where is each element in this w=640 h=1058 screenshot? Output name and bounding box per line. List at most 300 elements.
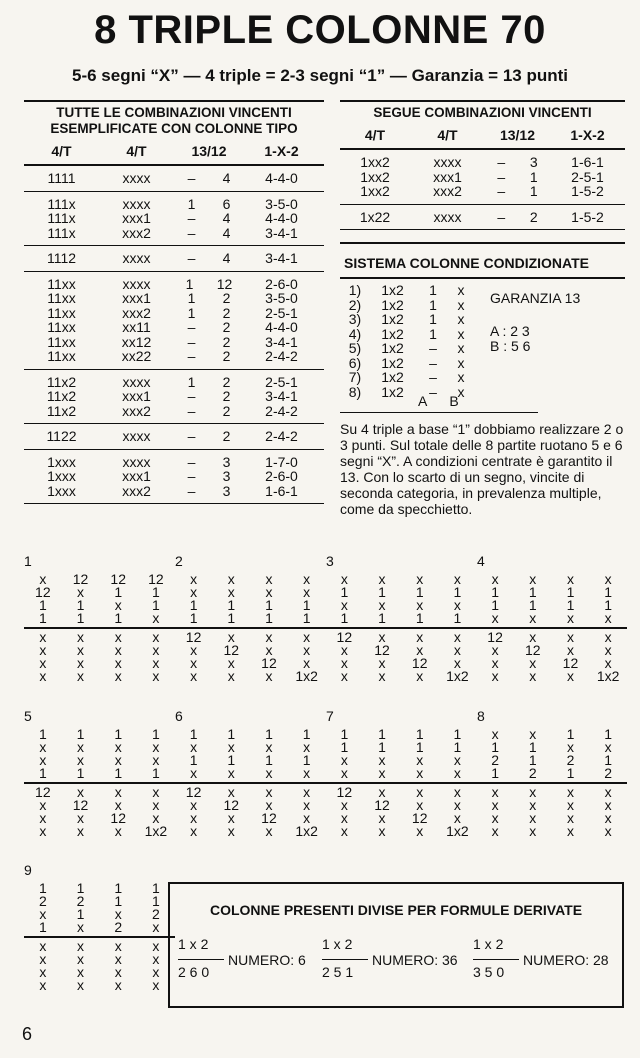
grid-cell: 1 — [38, 880, 47, 896]
sistema-cell: 7) — [348, 369, 362, 385]
cell-col2: xx12 — [121, 333, 152, 350]
grid-cell: x — [416, 642, 424, 658]
grid-cell: 1 — [152, 893, 160, 909]
grid-cell: x — [152, 642, 160, 658]
sistema-cell: x — [457, 282, 465, 298]
fraction-bar — [473, 959, 519, 960]
grid-cell: x — [265, 629, 273, 645]
cell-col1: 1xxx — [47, 482, 76, 499]
grid-cell: x — [152, 810, 160, 826]
table-row — [24, 429, 324, 444]
grid-cell: x — [303, 655, 311, 671]
grid-cell: x — [453, 797, 461, 813]
grid-cell: x — [77, 964, 85, 980]
grid-cell: x — [265, 784, 273, 800]
cell-col1: 1xx2 — [360, 183, 390, 199]
cell-13-12 — [174, 349, 244, 364]
sistema-cell: 1x2 — [381, 282, 404, 298]
grid-cell: 12 — [223, 642, 240, 658]
grid-cell: x — [340, 571, 348, 587]
grid-cell: x — [114, 668, 122, 684]
cell-12: 12 — [216, 275, 233, 292]
cell-col1: 1111 — [47, 170, 76, 186]
grid-cell: x — [39, 938, 47, 954]
column-header: 4/T — [126, 143, 147, 159]
cell-13: – — [187, 468, 196, 484]
grid-cell: x — [453, 571, 461, 587]
cell-1x2: 4-4-0 — [265, 210, 298, 226]
grid-cell: x — [529, 655, 537, 671]
grid-cell: x — [77, 938, 85, 954]
grid-cell: x — [39, 810, 47, 826]
grid-cell: x — [39, 964, 47, 980]
grid-cell: 1 — [114, 726, 123, 742]
grid-cell: x — [453, 784, 461, 800]
grid-cell: 1 — [152, 765, 160, 781]
grid-cell: x — [340, 810, 348, 826]
page-title: 8 TRIPLE COLONNE 70 — [94, 8, 546, 52]
grid-cell: x — [152, 977, 160, 993]
grid-cell: x — [491, 642, 499, 658]
cell-12: 4 — [222, 224, 231, 241]
grid-cell: 1 — [415, 584, 424, 600]
cell-12: 2 — [222, 428, 231, 444]
grid-cell: x — [77, 810, 85, 826]
grid-cell: x — [152, 938, 160, 954]
sistema-cell: 1 — [429, 325, 437, 342]
block-number: 3 — [326, 553, 334, 569]
cell-1x2: 2-5-1 — [265, 304, 298, 321]
sistema-row — [340, 385, 625, 400]
grid-cell: 1 — [302, 752, 311, 768]
grid-cell: x — [566, 642, 574, 658]
formula-label: NUMERO: 28 — [523, 952, 609, 968]
cell-col2: xxx2 — [122, 304, 151, 321]
grid-cell: x — [114, 655, 122, 671]
cell-12: 2 — [222, 388, 231, 404]
cell-col1: 11xx — [47, 348, 76, 364]
grid-cell: 1 — [453, 584, 462, 600]
grid-cell: 1 — [453, 739, 462, 755]
cell-13: 1 — [187, 290, 196, 306]
grid-row — [24, 670, 627, 683]
grid-cell: 1 — [528, 584, 537, 600]
grid-cell: x — [491, 655, 499, 671]
grid-cell: x — [303, 571, 311, 587]
sistema-cell: 1) — [348, 282, 362, 298]
table-row — [24, 291, 324, 306]
cell-13: – — [187, 428, 196, 444]
block-number: 7 — [326, 708, 334, 724]
grid-cell: x — [152, 964, 160, 980]
grid-cell: x — [453, 752, 461, 768]
cell-13: – — [187, 402, 196, 419]
table-group — [24, 450, 324, 505]
cell-13: – — [187, 348, 196, 364]
grid-cell: x — [39, 823, 47, 839]
grid-cell: x — [114, 739, 122, 755]
cell-col2: xxx2 — [122, 224, 151, 241]
grid-cell: x — [152, 752, 160, 768]
grid-cell: x — [190, 823, 198, 839]
grid-cell: 1 — [378, 726, 386, 742]
grid-cell: 1 — [76, 597, 85, 613]
grid-cell: x — [114, 951, 122, 967]
cell-13-12 — [174, 389, 244, 404]
grid-cell: 1 — [566, 597, 575, 613]
grid-cell: x — [566, 571, 574, 587]
cell-1x2: 1-6-1 — [265, 482, 298, 499]
grid-cell: x — [491, 610, 499, 626]
grid-cell: x — [152, 951, 160, 967]
table-group — [340, 150, 625, 205]
cell-13-12 — [485, 155, 550, 170]
cell-1x2: 2-4-2 — [265, 348, 298, 364]
grid-cell: x — [416, 784, 424, 800]
grid-cell: x — [378, 765, 386, 781]
grid-cell: x — [39, 668, 47, 684]
cell-13: 1 — [185, 275, 194, 292]
grid-cell: x — [39, 739, 47, 755]
cell-col2: xxx1 — [433, 168, 462, 185]
grid-cell: x — [303, 584, 311, 600]
cell-col2: xxx1 — [122, 210, 151, 226]
grid-cell: x — [77, 951, 85, 967]
grid-cell: x — [39, 752, 47, 768]
grid-cell: x — [566, 810, 574, 826]
sistema-cell: – — [429, 369, 437, 385]
block-number: 2 — [175, 553, 183, 569]
grid-cell: x — [265, 823, 273, 839]
grid-cell: x — [265, 571, 273, 587]
cell-13: – — [187, 210, 196, 226]
grid-cell: 12 — [223, 797, 240, 813]
grid-cell: 1x2 — [446, 668, 469, 684]
sistema-rows — [340, 283, 625, 399]
grid-cell: 12 — [562, 655, 579, 671]
grid-cell: x — [340, 642, 348, 658]
table-group — [24, 192, 324, 247]
grid-cell: 1 — [38, 610, 47, 626]
grid-cell: 12 — [185, 629, 202, 645]
cell-col1: 11x2 — [46, 402, 77, 419]
grid-cell: 12 — [411, 655, 428, 671]
grid-cell: x — [265, 797, 273, 813]
grid-cell: x — [340, 668, 348, 684]
sistema-cell: 1x2 — [381, 311, 404, 327]
grid-block — [24, 708, 630, 848]
grid-cell: x — [529, 571, 537, 587]
cell-col2: xxx2 — [122, 402, 151, 419]
grid-cell: 12 — [261, 810, 277, 826]
right-table-column-headers — [340, 121, 625, 150]
table-row — [24, 484, 324, 499]
grid-cell: 12 — [148, 571, 164, 587]
grid-cell: x — [416, 597, 424, 613]
grid-row — [24, 921, 175, 934]
cell-12: 1 — [529, 168, 538, 185]
cell-col2: xxx1 — [122, 388, 151, 404]
grid-cell: x — [39, 642, 47, 658]
formule-title: COLONNE PRESENTI DIVISE PER FORMULE DERIVATE — [209, 902, 583, 918]
cell-13-12 — [174, 211, 244, 226]
grid-cell: 1 — [378, 739, 386, 755]
grid-cell: x — [114, 977, 122, 993]
grid-cell: 1 — [76, 880, 85, 896]
grid-cell: x — [604, 784, 612, 800]
column-header: 13/12 — [499, 127, 536, 143]
grid-cell: x — [529, 726, 537, 742]
cell-col1: 1122 — [46, 428, 77, 444]
grid-cell: 1 — [566, 584, 575, 600]
grid-cell: x — [77, 919, 85, 935]
cell-13-12 — [485, 170, 550, 185]
grid-cell: x — [265, 739, 273, 755]
left-table-column-headers — [24, 137, 324, 166]
cell-13: – — [187, 388, 196, 404]
cell-13: 1 — [187, 195, 196, 212]
cell-13-12 — [174, 429, 244, 444]
cell-1x2: 3-4-1 — [265, 224, 298, 241]
cell-13-12 — [174, 455, 244, 470]
sistema-cell: x — [457, 325, 465, 342]
right-column — [340, 100, 625, 517]
formula-denominator: 2 6 0 — [178, 964, 210, 980]
grid-cell: x — [529, 797, 537, 813]
cell-13: – — [187, 482, 196, 499]
sistema-cell: x — [457, 311, 465, 327]
cell-13: 1 — [187, 373, 196, 390]
grid-cell: 1 — [76, 610, 85, 626]
block-number: 1 — [24, 553, 32, 569]
cell-12: 4 — [222, 170, 231, 186]
sistema-row — [340, 338, 625, 356]
cell-col1: 1xxx — [47, 468, 76, 484]
cell-13: – — [497, 208, 506, 225]
cell-13-12 — [485, 210, 550, 225]
grid-cell: x — [227, 571, 235, 587]
grid-cell: x — [114, 906, 122, 922]
table-group — [24, 370, 324, 425]
grid-cell: x — [152, 797, 160, 813]
sistema-cell: 8) — [348, 383, 362, 400]
grid-cell: x — [265, 765, 273, 781]
grid-cell: 1 — [340, 610, 349, 626]
cell-col2: xxxx — [122, 250, 151, 266]
sistema-cell: 3) — [348, 311, 362, 327]
grid-cell: x — [453, 642, 461, 658]
cell-col1: 11xx — [47, 319, 76, 335]
cell-col1: 11xx — [47, 275, 76, 292]
cell-13-12 — [174, 251, 244, 266]
grid-cell: 1 — [604, 597, 613, 613]
grid-cell: x — [303, 629, 311, 645]
grid-cell: 12 — [336, 629, 353, 645]
cell-13: – — [187, 250, 196, 266]
block-number: 6 — [175, 708, 183, 724]
cell-1x2: 2-5-1 — [571, 168, 604, 185]
formula-numerator: 1 x 2 — [473, 936, 504, 952]
column-header: 1-X-2 — [264, 143, 299, 159]
grid-cell: 12 — [72, 797, 89, 813]
grid-cell: 2 — [76, 893, 85, 909]
cell-13: 1 — [187, 304, 196, 321]
cell-13-12 — [174, 484, 244, 499]
grid-cell: x — [566, 629, 574, 645]
grid-cell: x — [39, 906, 47, 922]
grid-cell: x — [416, 797, 424, 813]
grid-cell: x — [77, 668, 85, 684]
table-row — [24, 277, 324, 292]
grid-cell: 1 — [453, 726, 462, 742]
grid-block — [24, 553, 630, 693]
grid-cell: x — [227, 629, 235, 645]
grid-cell: x — [416, 752, 424, 768]
grid-cell: x — [378, 668, 386, 684]
cell-13-12 — [485, 184, 550, 199]
grid-cell: x — [340, 823, 348, 839]
block-number: 5 — [24, 708, 32, 724]
left-combinations-table — [24, 100, 324, 504]
grid-cell: x — [39, 629, 47, 645]
cell-1x2: 2-5-1 — [265, 373, 298, 390]
cell-13-12 — [174, 291, 244, 306]
grid-cell: 1 — [415, 726, 424, 742]
sistema-cell: 4) — [348, 325, 362, 342]
cell-12: 2 — [222, 304, 231, 321]
column-header: 4/T — [51, 143, 72, 159]
grid-cell: x — [114, 797, 122, 813]
grid-cell: 1 — [378, 584, 386, 600]
grid-cell: 1 — [114, 610, 123, 626]
cell-col1: 111x — [47, 224, 76, 241]
sistema-cell: 1x2 — [381, 354, 404, 371]
cell-13: – — [187, 319, 196, 335]
sistema-row — [340, 312, 625, 327]
grid-cell: x — [491, 810, 499, 826]
table-row — [24, 349, 324, 364]
grid-cell: 2 — [566, 752, 575, 768]
formula-denominator: 3 5 0 — [473, 964, 505, 980]
table-row — [340, 210, 625, 225]
cell-col2: xxxx — [122, 373, 151, 390]
grid-cell: x — [416, 629, 424, 645]
cell-13-12 — [174, 306, 244, 321]
cell-col1: 11xx — [47, 290, 76, 306]
grid-cell: x — [453, 810, 461, 826]
grid-cell: x — [114, 823, 122, 839]
grid-cell: 1 — [114, 880, 123, 896]
grid-cell: 1 — [227, 597, 236, 613]
cell-13-12 — [174, 469, 244, 484]
formule-box — [168, 882, 624, 1008]
grid-cell: x — [566, 668, 574, 684]
grid-cell: 1 — [491, 584, 499, 600]
grid-cell: 1 — [491, 765, 499, 781]
grid-cell: x — [378, 784, 386, 800]
grid-cell: x — [77, 752, 85, 768]
table-row — [24, 306, 324, 321]
grid-cell: x — [114, 964, 122, 980]
sistema-title: SISTEMA COLONNE CONDIZIONATE — [340, 247, 625, 279]
formula-numerator: 1 x 2 — [178, 936, 209, 952]
grid-cell: x — [453, 765, 461, 781]
page-subtitle: 5-6 segni “X” — 4 triple = 2-3 segni “1” — Garanzia = 13 punti — [72, 66, 568, 85]
grid-cell: 1 — [152, 584, 160, 600]
grid-cell: 1 — [152, 597, 160, 613]
cell-13: – — [497, 154, 506, 170]
grid-cell: 1 — [566, 765, 575, 781]
sistema-cell: x — [457, 340, 465, 356]
cell-1x2: 4-4-0 — [265, 170, 298, 186]
cell-13: – — [187, 170, 196, 186]
grid-cell: 1 — [491, 739, 499, 755]
table-row — [24, 404, 324, 419]
cell-12: 2 — [222, 319, 231, 335]
grid-cell: 1 — [265, 597, 273, 613]
grid-cell: x — [152, 629, 160, 645]
grid-cell: x — [114, 784, 122, 800]
grid-cell: x — [604, 823, 612, 839]
cell-1x2: 3-5-0 — [265, 195, 298, 212]
column-header: 1-X-2 — [570, 127, 605, 143]
grid-cell: 1 — [227, 726, 236, 742]
grid-cell: x — [39, 951, 47, 967]
table-row — [340, 170, 625, 185]
cell-col2: xxxx — [433, 154, 462, 170]
right-table-header: SEGUE COMBINAZIONI VINCENTI — [340, 100, 625, 121]
grid-cell: 1x2 — [295, 668, 318, 684]
cell-12: 3 — [529, 154, 538, 170]
grid-cell: x — [190, 571, 198, 587]
grid-cell: 1 — [114, 765, 123, 781]
grid-cell: x — [227, 765, 235, 781]
table-row — [340, 155, 625, 170]
cell-1x2: 1-5-2 — [571, 208, 604, 225]
sistema-cell: x — [457, 383, 465, 400]
sistema-cell: 1x2 — [381, 340, 404, 356]
grid-cell: 1 — [189, 726, 198, 742]
grid-cell: 1 — [189, 597, 198, 613]
grid-cell: x — [340, 765, 348, 781]
grid-cell: 1 — [265, 752, 273, 768]
grid-cell: x — [491, 797, 499, 813]
grid-cell: 12 — [35, 784, 51, 800]
cell-13: – — [497, 168, 506, 185]
grid-cell: x — [190, 655, 198, 671]
grid-cell: x — [529, 610, 537, 626]
sistema-cell: 1 — [429, 311, 437, 327]
grid-cell: 2 — [528, 765, 537, 781]
cell-12: 3 — [222, 468, 231, 484]
cell-col1: 111x — [47, 195, 76, 212]
grid-cell: x — [152, 784, 160, 800]
cell-13-12 — [174, 335, 244, 350]
grid-cell: 1 — [189, 610, 198, 626]
grid-cell: 1x2 — [596, 668, 620, 684]
table-row — [24, 211, 324, 226]
grid-cell: x — [190, 642, 198, 658]
grid-cell: 1 — [528, 752, 537, 768]
block-number: 4 — [477, 553, 485, 569]
sistema-cell: 1x2 — [381, 296, 404, 313]
grid-cell: x — [227, 823, 235, 839]
garanzia-block — [490, 291, 580, 354]
sistema-cell: – — [429, 340, 437, 356]
cell-col2: xxx1 — [122, 468, 151, 484]
sistema-cell: 1x2 — [381, 383, 404, 400]
grid-cell: x — [77, 977, 85, 993]
